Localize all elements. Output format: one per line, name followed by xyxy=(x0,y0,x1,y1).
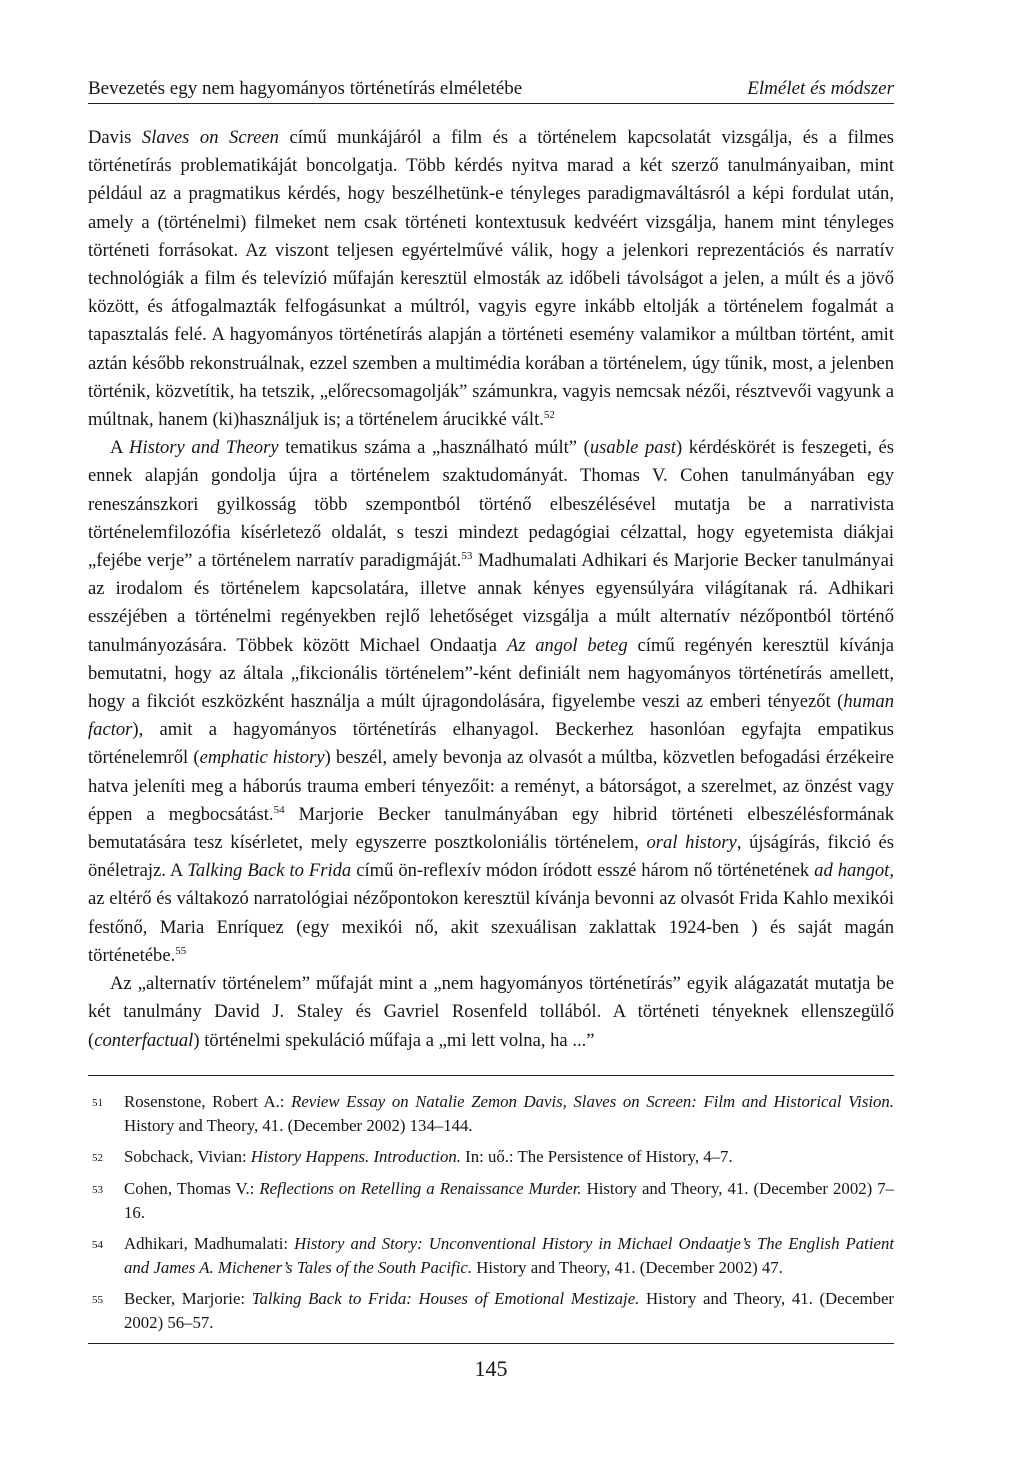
italic-term: human factor xyxy=(88,691,894,741)
italic-title: Talking Back to Frida: Houses of Emotional Mestizaje. xyxy=(251,1288,640,1308)
text: Marjorie Becker tanulmányában egy hibrid történeti elbeszélésformának bemutatására tesz kísérletet, mely egyszerre posztkoloniális történelem, xyxy=(88,803,894,854)
paragraph-1 xyxy=(88,124,894,434)
text: ), amit a hagyományos történetírás elhanyagol. Beckerhez hasonlóan egyfajta empatikus történelemről ( xyxy=(88,719,894,769)
footnote-text xyxy=(124,1232,894,1280)
footnote xyxy=(88,1287,894,1335)
text: Becker, Marjorie: xyxy=(124,1288,252,1308)
footnote-number: 52 xyxy=(92,1151,103,1164)
text: tematikus száma a „használható múlt” ( xyxy=(278,437,590,459)
italic-term: conterfactual xyxy=(94,1029,194,1051)
running-header xyxy=(88,78,894,104)
text: Cohen, Thomas V.: xyxy=(124,1178,260,1198)
text: Davis xyxy=(88,127,142,148)
text: című regényén keresztül kívánja bemutatni, hogy az általa „fikcionális történelem”-ként definiált nem hagyományos történetírás amellett, hogy a fikciót eszközként használja a múlt újragondolására, figyelembe veszi az emberi tényezőt ( xyxy=(88,634,895,713)
footnote-text xyxy=(124,1177,894,1225)
italic-term: usable past xyxy=(589,437,676,459)
text: ) beszél, amely bevonja az olvasót a múltba, közvetlen befogadási érzékeire hatva jeleníti meg a háborús trauma emberi tényezőit: a reményt, a bátorságot, a szerelmet, az önzést vagy éppen a megbocsátást. xyxy=(88,747,895,825)
italic-title: Slaves on Screen xyxy=(141,127,279,148)
footnote-text xyxy=(124,1145,894,1170)
footnote-number: 51 xyxy=(92,1096,103,1109)
text: ) kérdéskörét is feszegeti, és ennek alapján gondolja újra a történelem szaktudományát. Thomas V. Cohen tanulmányában egy reneszánszkori gyilkosság több szempontból történő elbeszélésével mutatja be a narrativista történelemfilozófia kísérletező oldalát, s teszi mindezt pedagógiai célzattal, hogy egyetemista diákjai „fejébe verje” a történelem narratív paradigmáját. xyxy=(88,437,894,572)
italic-title: Talking Back to Frida xyxy=(187,860,352,882)
text: Rosenstone, Robert A.: xyxy=(124,1091,292,1111)
footnote-separator xyxy=(88,1075,894,1076)
paragraph-3 xyxy=(88,970,894,1055)
footnote-ref[interactable]: 53 xyxy=(461,549,473,562)
text: In: uő.: The Persistence of History, 4–7. xyxy=(460,1146,733,1166)
header-title: Bevezetés egy nem hagyományos történetírás elméletébe xyxy=(88,78,523,99)
footnotes xyxy=(88,1090,894,1335)
footnote-number: 55 xyxy=(92,1293,103,1306)
text: ) történelmi spekuláció műfaja a „mi lett volna, ha ...” xyxy=(193,1029,595,1051)
footnote xyxy=(88,1090,894,1138)
italic-title: Review Essay on Natalie Zemon Davis, Slaves on Screen: Film and Historical Vision. xyxy=(291,1091,894,1111)
italic-term: emphatic history xyxy=(199,747,325,769)
italic-term: ad hangot, xyxy=(814,860,894,882)
text: az eltérő és váltakozó narratológiai nézőpontokon keresztül kívánja bevonni az olvasót Frida Kahlo mexikói festőnő, Maria Enríquez (egy mexikói nő, akit szexuálisan zaklattak 1924-ben ) és saját magán történetébe. xyxy=(88,888,894,966)
footnote xyxy=(88,1177,894,1225)
footnote-text xyxy=(124,1287,894,1335)
italic-title: History and Theory xyxy=(129,437,279,459)
italic-term: oral history xyxy=(646,832,737,854)
italic-title: Reflections on Retelling a Renaissance Murder. xyxy=(259,1178,582,1198)
italic-title: History and Story: Unconventional History in Michael Ondaatje’s The English Patient and James A. Michener’s Tales of the South Pacific. xyxy=(124,1233,894,1277)
footnote-ref[interactable]: 52 xyxy=(543,408,555,421)
footnote-text xyxy=(124,1090,894,1138)
italic-title: Az angol beteg xyxy=(506,634,628,656)
italic-title: History Happens. Introduction. xyxy=(250,1146,461,1166)
footnote xyxy=(88,1145,894,1170)
text: című ön-reflexív módon íródott esszé három nő történetének xyxy=(351,860,815,882)
text: History and Theory, 41. (December 2002) 47. xyxy=(472,1257,783,1277)
text: A xyxy=(110,437,130,459)
bottom-rule xyxy=(88,1343,894,1344)
text: History and Theory, 41. (December 2002) 56–57. xyxy=(124,1288,894,1332)
page-number: 145 xyxy=(474,1355,508,1381)
footnote xyxy=(88,1232,894,1280)
text: , újságírás, fikció és önéletrajz. A xyxy=(88,832,895,882)
paragraph-2 xyxy=(88,434,894,970)
footnote-ref[interactable]: 54 xyxy=(273,803,285,816)
text: Sobchack, Vivian: xyxy=(124,1146,251,1166)
footnote-number: 53 xyxy=(92,1183,103,1196)
header-section: Elmélet és módszer xyxy=(747,78,894,99)
footnote-ref[interactable]: 55 xyxy=(175,944,187,957)
text: Madhumalati Adhikari és Marjorie Becker tanulmányai az irodalom és történelem kapcsolatára, illetve annak kényes egyensúlyára világítanak rá. Adhikari esszéjében a történelmi regényekben rejlő lehetőséget vizsgálja a múlt alternatív nézőpontból történő tanulmányozására. Többek között Michael Ondaatja xyxy=(88,550,894,656)
text: című munkájáról a film és a történelem kapcsolatát vizsgálja, és a filmes történetírás problematikáját boncolgatja. Több kérdés nyitva marad a két szerző tanulmányaiban, mint például az a pragmatikus kérdés, hogy beszélhetünk-e tényleges paradigmaváltásról a képi fordulat után, amely a (történelmi) filmeket nem csak történeti kontextusuk kedvéért vizsgálja, hanem mint tényleges történeti forrásokat. Az viszont teljesen egyértelművé válik, hogy a jelenkori reprezentációs és narratív technológiák a film és televízió műfaján keresztül elmosták az időbeli távolságot a jelen, a múlt és a jövő között, és átfogalmazták felfogásunkat a múltról, vagyis egyre inkább eltolják a történelem fogalmát a tapasztalás felé. A hagyományos történetírás alapján a történeti esemény valamikor a múltban történt, amit aztán később rekonstruálnak, ezzel szemben a multimédia korában a történelem, úgy tűnik, most, a jelenben történik, közvetítik, ha tetszik, „előrecsomagolják” számunkra, vagyis nemcsak nézői, résztvevői vagyunk a múltnak, hanem (ki)használjuk is; a történelem árucikké vált. xyxy=(88,127,895,431)
body-text xyxy=(88,124,894,1055)
footnote-number: 54 xyxy=(92,1238,103,1251)
text: Az „alternatív történelem” műfaját mint a „nem hagyományos történetírás” egyik alágazatát mutatja be két tanulmány David J. Staley és Gavriel Rosenfeld tollából. A történeti tényeknek ellenszegülő ( xyxy=(88,973,894,1051)
text: History and Theory, 41. (December 2002) 134–144. xyxy=(124,1115,473,1135)
text: History and Theory, 41. (December 2002) 7–16. xyxy=(124,1178,894,1222)
text: Adhikari, Madhumalati: xyxy=(124,1233,295,1253)
page xyxy=(88,78,894,1382)
